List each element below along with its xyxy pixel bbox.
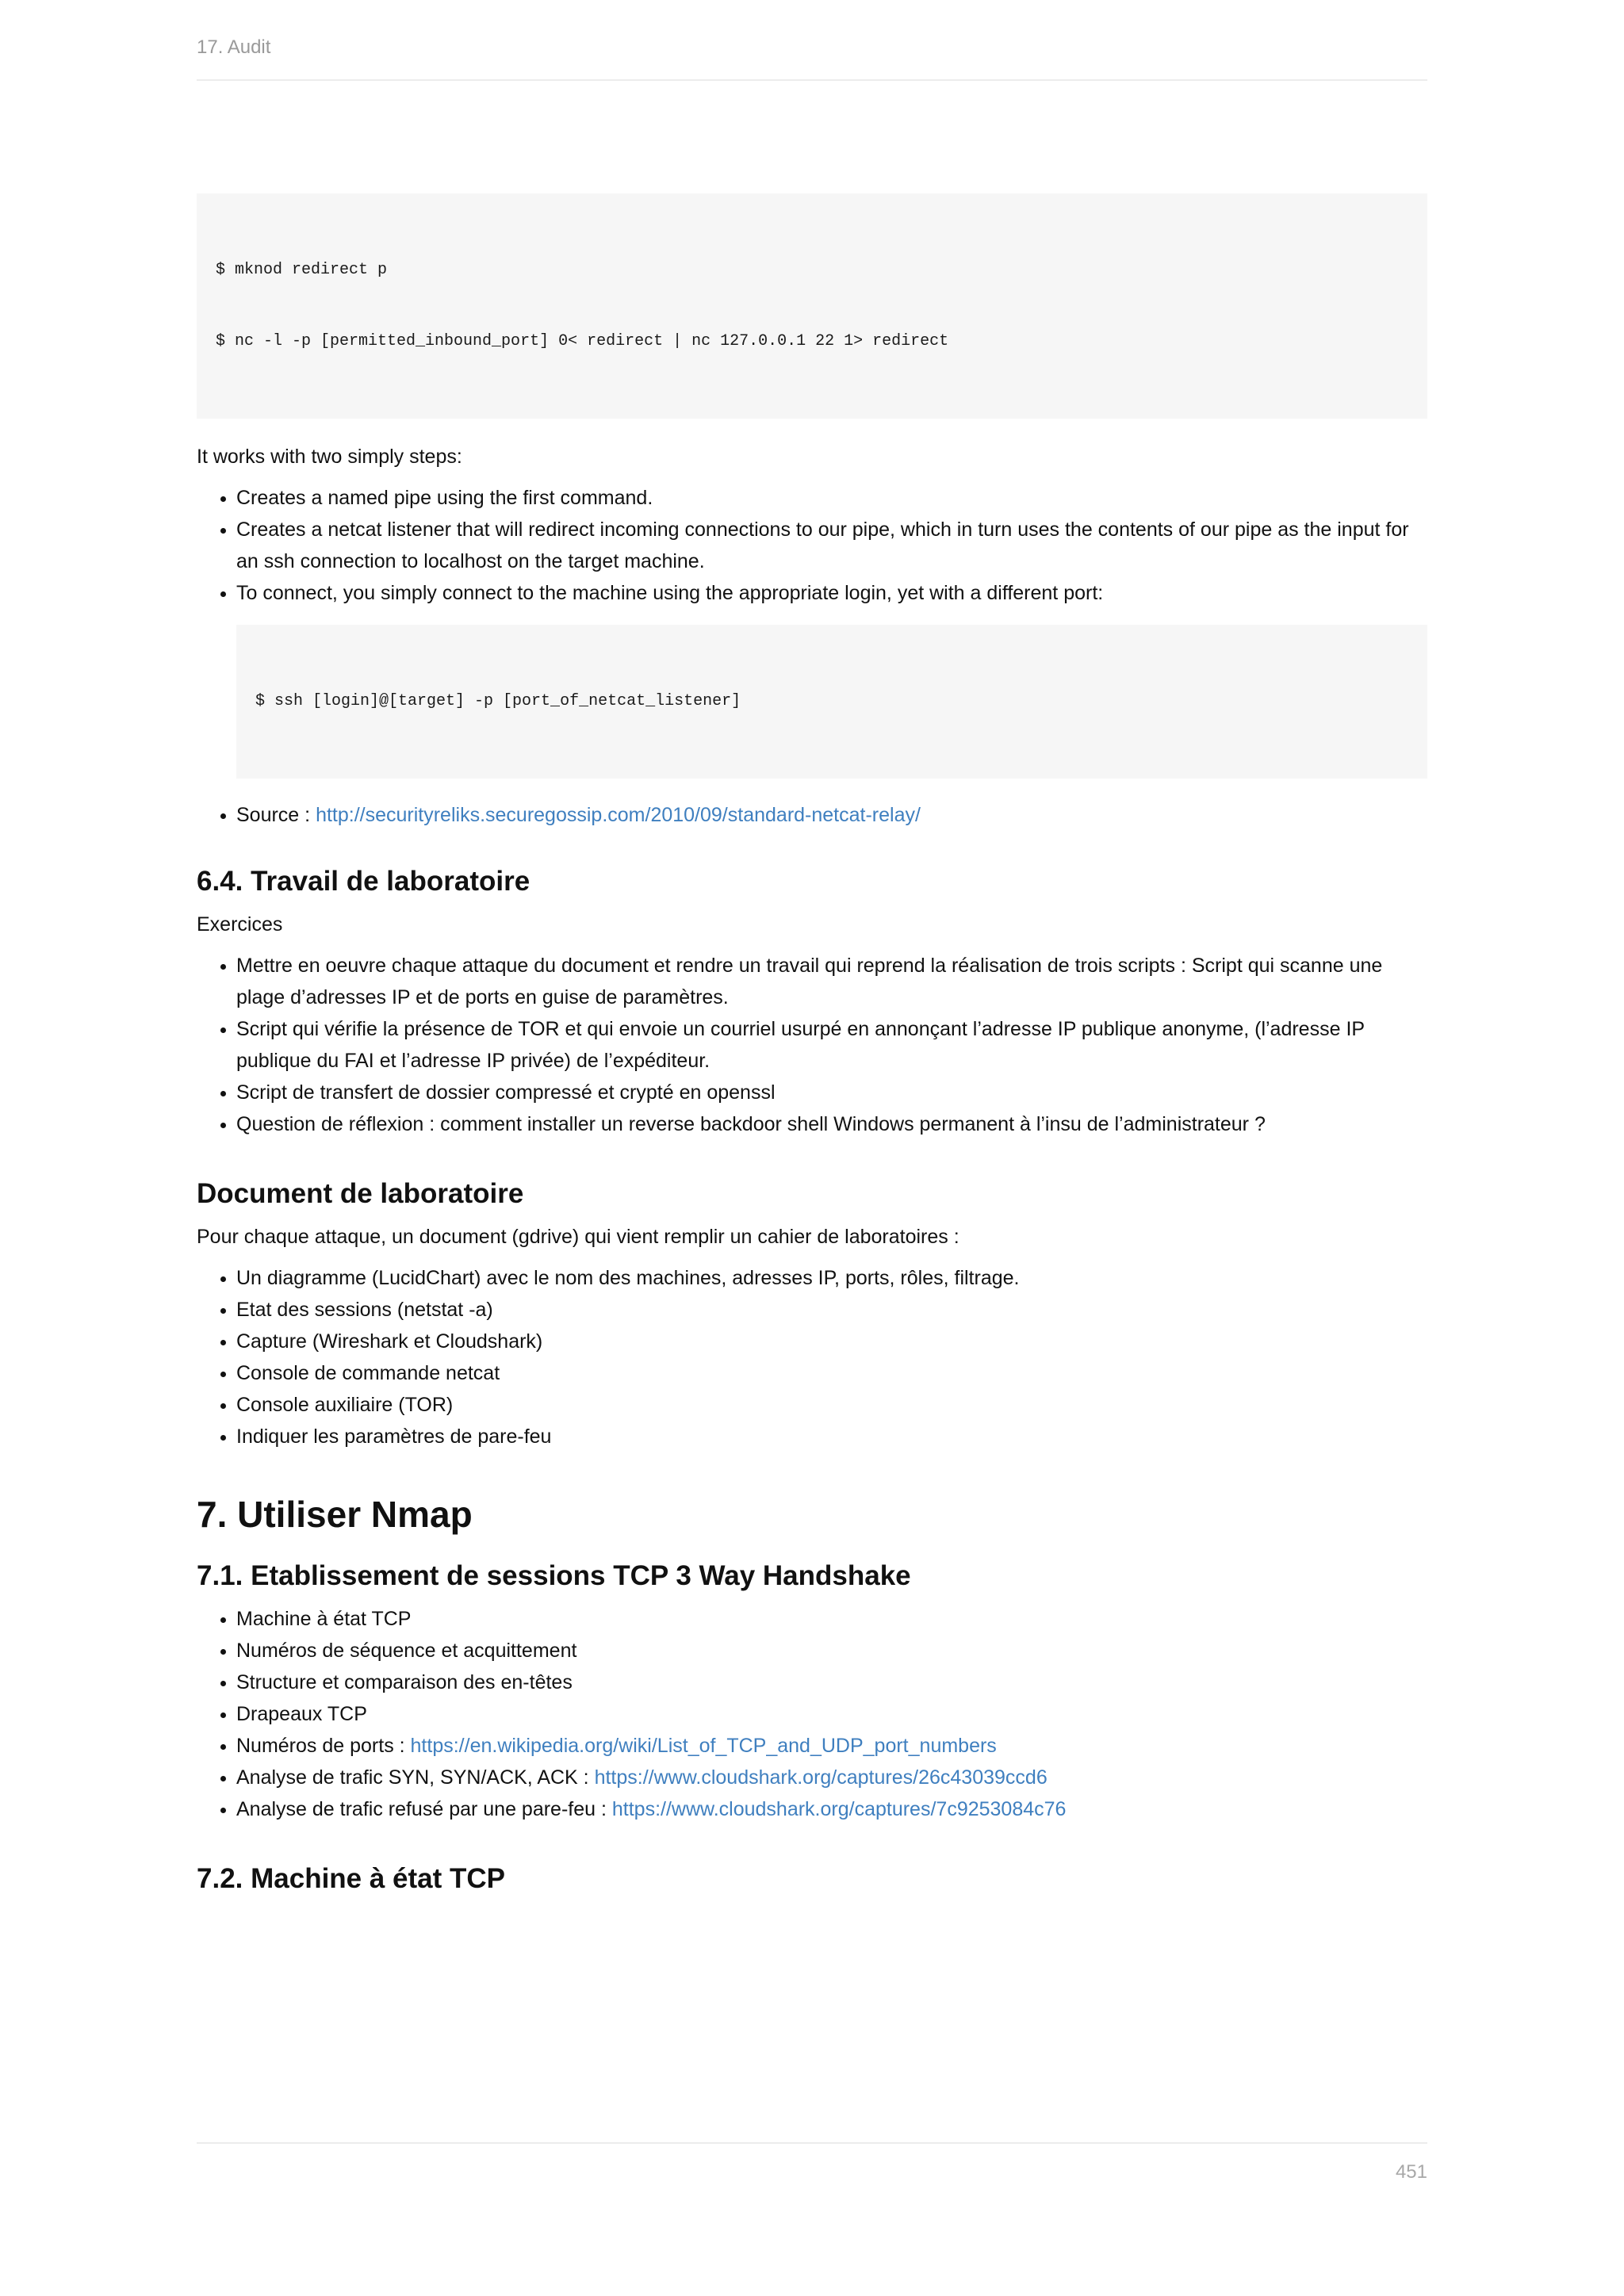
list-item (236, 1730, 1427, 1762)
running-header: 17. Audit (197, 36, 271, 58)
code-line: $ mknod redirect p (216, 261, 388, 279)
port-numbers-link[interactable]: https://en.wikipedia.org/wiki/List_of_TCP_and_UDP_port_numbers (410, 1735, 997, 1757)
list-item (236, 577, 1427, 779)
list-item: • Structure et comparaison des en-têtes (236, 1667, 1427, 1698)
list-item: • Mettre en oeuvre chaque attaque du document et rendre un travail qui reprend la réalisation de trois scripts : Script qui scanne une plage d’adresses IP et de ports en guise de paramètres. (236, 950, 1427, 1013)
firewall-capture-link[interactable]: https://www.cloudshark.org/captures/7c9253084c76 (611, 1798, 1067, 1820)
code-block-ssh (236, 625, 1427, 779)
list-item: • Script qui vérifie la présence de TOR et qui envoie un courriel usurpé en annonçant l’adresse IP publique anonyme, (l’adresse IP publique du FAI et l’adresse IP privée) de l’expéditeur. (236, 1013, 1427, 1077)
code-line: $ nc -l -p [permitted_inbound_port] 0< redirect | nc 127.0.0.1 22 1> redirect (216, 332, 949, 350)
footer-divider (197, 2142, 1427, 2144)
list-item: • Console auxiliaire (TOR) (236, 1389, 1427, 1421)
source-item (236, 799, 1427, 831)
page-number: 451 (1395, 2161, 1427, 2183)
list-item-text: Analyse de trafic SYN, SYN/ACK, ACK : (236, 1766, 595, 1789)
header-divider (197, 79, 1427, 81)
list-item: • Drapeaux TCP (236, 1698, 1427, 1730)
list-item: • Script de transfert de dossier compressé et crypté en openssl (236, 1077, 1427, 1108)
syn-capture-link[interactable]: https://www.cloudshark.org/captures/26c43039ccd6 (594, 1766, 1048, 1789)
list-item-text: Numéros de ports : (236, 1735, 411, 1757)
code-line: $ ssh [login]@[target] -p [port_of_netcat_listener] (255, 692, 741, 710)
chapter-title-7: 7. Utiliser Nmap (197, 1494, 473, 1535)
steps-list (197, 482, 1427, 831)
list-item (236, 1793, 1427, 1825)
source-label: Source : (236, 804, 316, 826)
list-item: • Machine à état TCP (236, 1603, 1427, 1635)
list-item-text: Analyse de trafic refusé par une pare-feu : (236, 1798, 612, 1820)
list-item: • Numéros de séquence et acquittement (236, 1635, 1427, 1667)
page-content (197, 193, 1427, 1906)
steps-intro: It works with two simply steps: (197, 446, 462, 468)
tcp-topics-list (197, 1603, 1427, 1825)
source-link[interactable]: http://securityreliks.securegossip.com/2010/09/standard-netcat-relay/ (316, 804, 921, 826)
section-title-6-4: 6.4. Travail de laboratoire (197, 866, 530, 897)
exercices-label: Exercices (197, 913, 283, 936)
list-item: • Etat des sessions (netstat -a) (236, 1294, 1427, 1326)
list-item: • Un diagramme (LucidChart) avec le nom des machines, adresses IP, ports, rôles, filtrage. (236, 1262, 1427, 1294)
list-item (236, 1762, 1427, 1793)
exercises-list (197, 950, 1427, 1140)
section-title-7-1: 7.1. Etablissement de sessions TCP 3 Way Handshake (197, 1560, 911, 1591)
list-item: • Question de réflexion : comment installer un reverse backdoor shell Windows permanent à l’insu de l’administrateur ? (236, 1108, 1427, 1140)
list-item: • Capture (Wireshark et Cloudshark) (236, 1326, 1427, 1357)
doc-labo-intro: Pour chaque attaque, un document (gdrive) qui vient remplir un cahier de laboratoires : (197, 1226, 959, 1248)
list-item: • Creates a named pipe using the first command. (236, 482, 1427, 514)
section-title-7-2: 7.2. Machine à état TCP (197, 1863, 506, 1894)
list-item: • Creates a netcat listener that will redirect incoming connections to our pipe, which in turn uses the contents of our pipe as the input for an ssh connection to localhost on the target machine. (236, 514, 1427, 577)
list-item: • Console de commande netcat (236, 1357, 1427, 1389)
doc-labo-list (197, 1262, 1427, 1452)
list-item-text: To connect, you simply connect to the machine using the appropriate login, yet with a different port: (236, 582, 1104, 604)
code-block-mknod (197, 193, 1427, 419)
section-title-doc-labo: Document de laboratoire (197, 1178, 524, 1209)
list-item: • Indiquer les paramètres de pare-feu (236, 1421, 1427, 1452)
